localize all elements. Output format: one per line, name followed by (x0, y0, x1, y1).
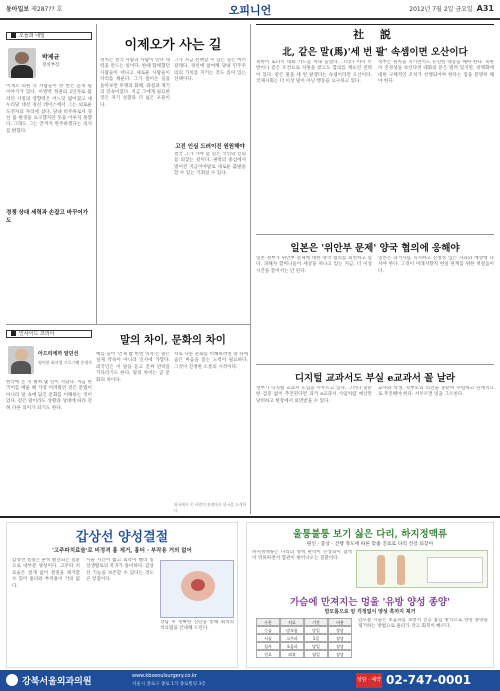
ad-right-top-body: 하지정맥류는 다리의 정맥 판막이 손상되어 혈액이 역류하면서 혈관이 튀어나오는 질환이다. (252, 550, 352, 562)
table-header: 기간 (304, 618, 328, 626)
editorial-body-1a: 북한이 또다시 대화 카드를 꺼내 들었다. 그러나 이미 두 번이나 같은 조건으로 지원을 받고도 합의를 깨뜨린 전력이 있다. 같은 말을 세 번 팔겠다는 속셈이라면 오산이다. 국제사회는 더 이상 말이 아닌 행동을 요구하고 있다. (256, 60, 372, 85)
editorial-headline-3: 디지털 교과서도 부실 e교과서 꼴 날라 (294, 373, 456, 384)
ad-right-top-sub: 원인 · 증상 · 진행 정도에 따른 맞춤 진료로 다리 건강 되찾아 (306, 542, 434, 547)
hospital-name: 강북서울외과의원 (22, 677, 92, 687)
phone-label-badge: 상담 · 예약 (356, 673, 382, 688)
column-label-2: 인사이드 코리아 (6, 330, 92, 338)
table-cell: 검사 (256, 642, 280, 650)
editorial-headline-1: 北, 같은 말(馬)'세 번 팔' 속셈이면 오산이다 (282, 47, 468, 58)
column-body-mid-3: 결국 그가 가야 할 길은 국민의 신뢰를 되찾는 길이다. 권력의 중심에서 멀어진 지금이야말로 새로운 출발을 할 수 있는 기회일 수 있다. (174, 152, 246, 177)
hospital-phone[interactable]: 02-747-0001 (386, 673, 472, 687)
ad-left-figure (160, 560, 234, 618)
ad-right-mid-title: 가슴에 만져지는 멍울 '유방 양성 종양' (289, 597, 450, 608)
table-cell: 수술 (256, 626, 280, 634)
ad-right-top-figure (356, 550, 488, 588)
columnist-photo (8, 48, 36, 78)
ad-left-body-1: 갑상선 결절은 흔히 발견되는 질환으로 대부분 양성이다. 고주파 치료술은 절개 없이 결절을 제거할 수 있어 흉터와 부작용이 거의 없다. (12, 558, 80, 589)
editorial-body-3a: 정부가 디지털 교과서 도입을 서두르고 있다. 그러나 충분한 검증 없이 추진된다면 과거 e교과서 사업처럼 예산만 낭비하고 현장에서 외면받을 수 있다. (256, 386, 372, 404)
table-cell: 평일 (304, 650, 328, 658)
date-page: 2012년 7월 2일 금요일 A31 (409, 4, 494, 13)
lower-body-2: 예를 들어 '언제 밥 한번 먹자'는 말은 실제 약속이 아니라 인사에 가깝다. 외국인은 이 말을 듣고 진짜 연락을 기다리기도 한다. 말의 차이는 곧 문화의 차이다. (96, 352, 170, 383)
column-body-left: 이재오 의원 측 사람들이 한 번은 듣게 될 이야기가 있다. 이명박 정권의 2인자로 불리던 시절의 영향력은 어느덧 엷어졌고 새누리당 대선 경선 레이스에서 그는 외로운 도전자의 자리에 섰다. 당내 비주류로서 경선 룰 변경을 요구했지만 뜻을 이루지 못했다. 그래도 그는 끝까지 완주하겠다는 의지를 밝혔다. (6, 84, 92, 134)
table-cell: 진료 (256, 650, 280, 658)
columnist-role: 정치부장 (42, 63, 60, 68)
ad-left-title: 갑상선 양성결절 (75, 530, 169, 545)
section-title: 오피니언 (228, 4, 272, 17)
column-title: 이제오가 사는 길 (124, 38, 222, 53)
ad-left-body-2: 시술 시간이 짧고 회복이 빨라 일상생활로의 복귀가 용이하다. 갑상선 기능을 보존할 수 있다는 것도 큰 장점이다. (86, 558, 154, 583)
columnist-name: 박제균 (42, 54, 60, 61)
ad-table (256, 618, 352, 662)
table-cell: 외과 (280, 650, 304, 658)
table-cell: 1일 (304, 634, 328, 642)
paper-issue: 동아일보 제287?? 호 (6, 6, 63, 13)
table-cell: 상담 (328, 650, 352, 658)
table-cell: 고주파 (280, 634, 304, 642)
editorial-body-2a: 일본 정부가 위안부 문제에 대한 양국 협의를 외면하고 있다. 피해자 할머니들이 세상을 떠나고 있는 지금, 더 이상 시간을 끌어서는 안 된다. (256, 256, 372, 274)
table-cell: 당일 (304, 642, 328, 650)
page-header (0, 0, 500, 20)
editorial-body-3b: 교사와 학생, 학부모의 의견을 충분히 수렴하고 단계적으로 추진해야 한다. 서두르면 일을 그르친다. (378, 386, 494, 398)
hospital-logo-icon (6, 674, 18, 686)
column-label: 오늘과 내일 (6, 32, 92, 40)
table-header: 치료 (280, 618, 304, 626)
ad-footer-banner[interactable] (0, 670, 500, 691)
table-cell: 상담 (328, 634, 352, 642)
table-header: 구분 (256, 618, 280, 626)
column-body-mid-2: 그가 지금 선택할 수 있는 길은 여러 갈래다. 경선에 참여해 당내 민주주의의 가치를 지키는 것도 의미 있는 선택이다. (174, 58, 246, 83)
table-header: 비용 (328, 618, 352, 626)
series-note: 외국에서 온 사람의 관점에서 한국을 소개한다 (174, 502, 247, 513)
table-cell: 상담 (328, 626, 352, 634)
column-subhead-2: 고진 인심 드러이진 원원해야 (175, 144, 245, 150)
table-cell: 당일 (304, 626, 328, 634)
lower-body-3: 서로 다른 문화를 이해하려면 말 뒤에 숨은 마음을 읽는 노력이 필요하다. 그것이 진정한 소통의 시작이다. (174, 352, 248, 370)
editorial-body-1b: 정부는 원칙을 지키면서도 유연한 대응을 해야 한다. 북한이 진정성을 보인다면 대화의 문은 열려 있지만, 비핵화에 대한 구체적인 조치가 선행되어야 한다는 점을 분명히 해야 한다. (378, 60, 494, 85)
table-cell: 초음파 (280, 642, 304, 650)
column-subhead: 경쟁 상대 세력과 손잡고 바꾸어가도 (6, 210, 89, 224)
ad-left-body-3: 상담 후 정확한 진단을 통해 최적의 치료법을 안내해 드린다. (160, 620, 234, 632)
lower-body-1: 한국에 온 지 벌써 몇 년이 지났다. 처음 한국어를 배울 때 가장 어려웠던 것은 문법이 아니라 말 속에 담긴 문화를 이해하는 것이었다. 같은 말이라도 상황과 상대에 따라 전혀 다른 의미가 되기도 한다. (6, 380, 92, 411)
ad-right-top-title: 울퉁불퉁 보기 싫은 다리, 하지정맥류 (292, 529, 448, 540)
editorial-headline-2: 일본은 '위안부 문제' 양국 협의에 응해야 (290, 243, 460, 254)
editorial-body-2b: 일본은 과거사를 직시하고 진정성 있는 사과와 배상에 나서야 한다. 그것이 미래지향적 한일 관계를 위한 첫걸음이다. (378, 256, 494, 274)
hospital-address: 서울시 종로구 종로 1가 종로빌딩 3층 (132, 682, 206, 687)
ad-left-subtitle: '고주파치료술'로 비정격 흉 제거, 흉터 · 부작용 거의 없어 (52, 548, 192, 554)
columnist-name-2: 아드리에까 알던선 (38, 351, 79, 357)
columnist-photo-2 (8, 346, 34, 374)
table-cell: 상담 (328, 642, 352, 650)
hospital-url[interactable]: www.kbseoulsurgery.co.kr (132, 673, 197, 679)
column-divider (96, 24, 97, 324)
column-body-mid-1: 정치는 결국 사람과 사람이 만나 세력을 만드는 일이다. 한때 함께했던 사람들이 떠나고 새로운 사람들이 자리를 채운다. 그가 걸어온 길을 돌아보면 투쟁과 화해, 좌절과 재기의 연속이었다. 지금 그에게 필요한 것은 자기 성찰과 더 넓은 포용이다. (100, 58, 170, 108)
editorial-label: 社 説 (353, 28, 397, 41)
ad-right-mid-sub: 맘모톰으로 암 걱정없이 양성 혹까지 제거 (324, 609, 416, 615)
column-divider (250, 24, 251, 514)
columnist-role-2: 영어한 회사업 프로그램 운영자 (38, 360, 93, 365)
row-divider (6, 324, 250, 325)
table-cell: 맘모톰 (280, 626, 304, 634)
lower-title: 말의 차이, 문화의 차이 (120, 334, 226, 346)
table-cell: 시술 (256, 634, 280, 642)
ad-right-mid-body: 맘모톰 시술은 초음파를 보면서 진공 흡입 방식으로 양성 종양을 제거하는 방법으로 흉터가 작고 회복이 빠르다. (358, 618, 488, 630)
